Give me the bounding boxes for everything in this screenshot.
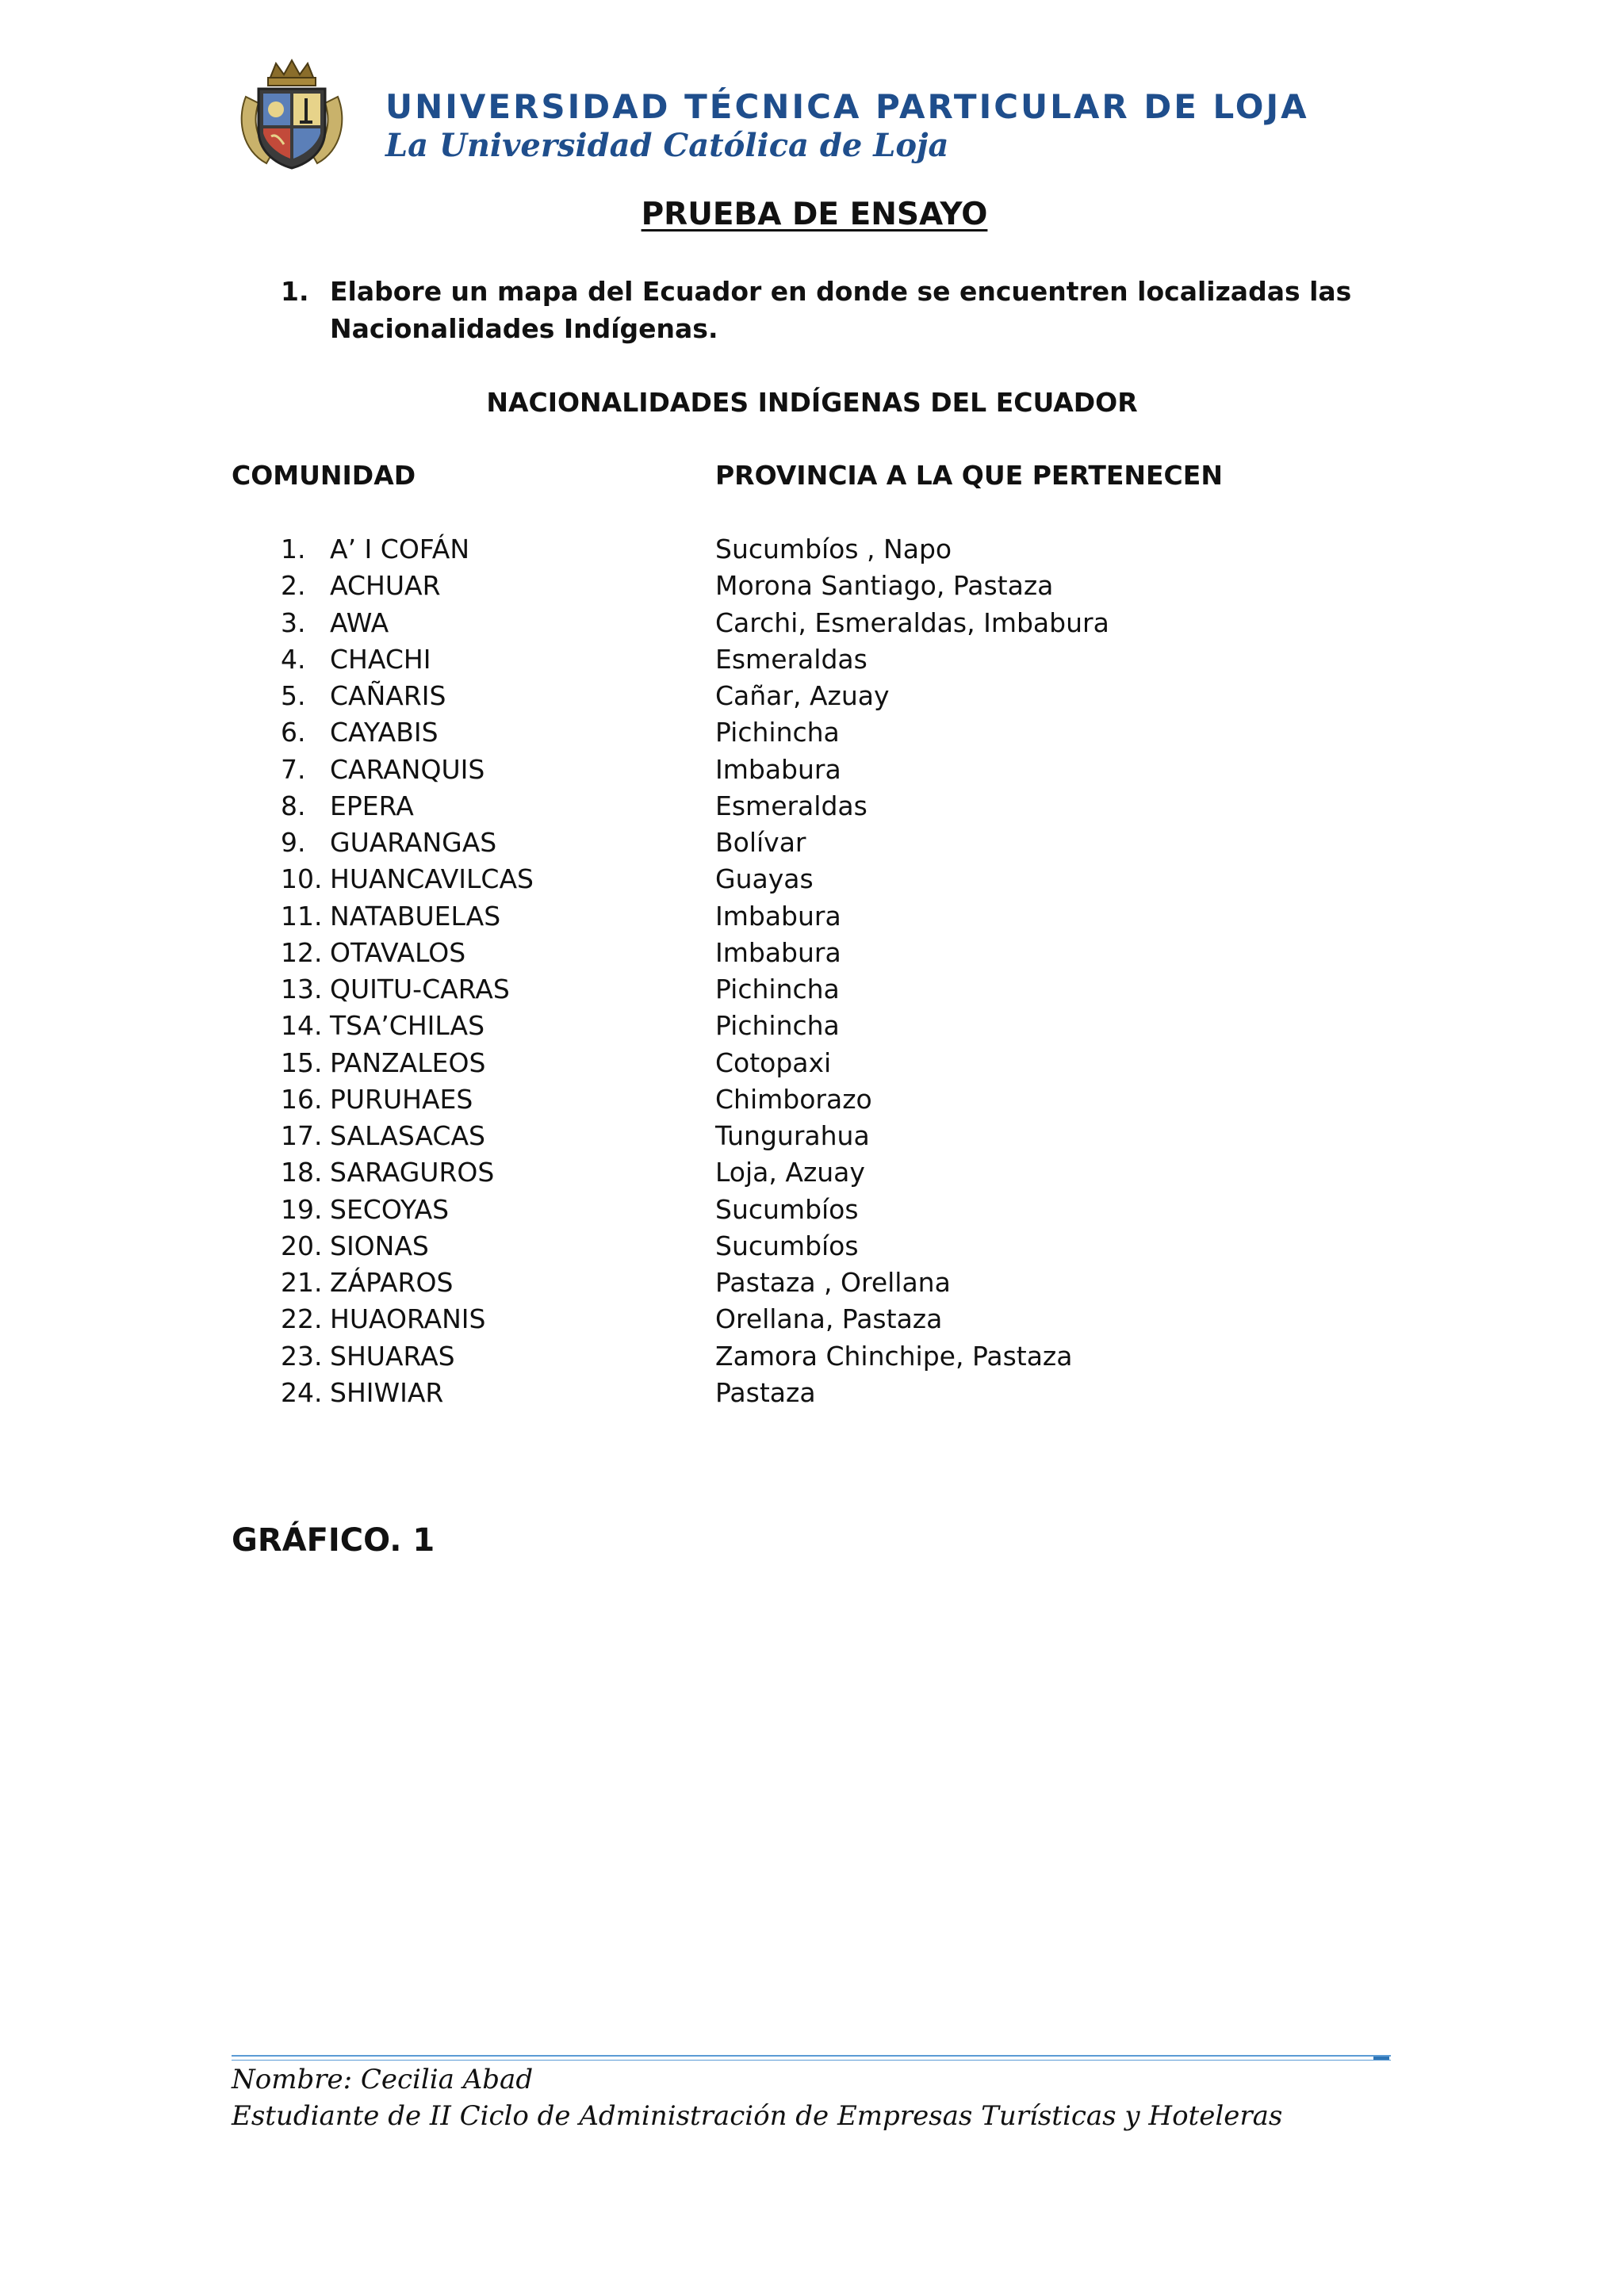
province-name: Morona Santiago, Pastaza bbox=[715, 570, 1054, 602]
item-number: 8. bbox=[281, 790, 306, 821]
item-number: 9. bbox=[281, 827, 306, 858]
item-number: 13. bbox=[281, 974, 323, 1004]
province-name: Loja, Azuay bbox=[715, 1157, 865, 1188]
province-name: Zamora Chinchipe, Pastaza bbox=[715, 1340, 1073, 1372]
community-name: AWA bbox=[330, 607, 389, 638]
list-item bbox=[0, 1118, 1624, 1154]
province-name: Sucumbíos , Napo bbox=[715, 534, 952, 564]
province-name: Sucumbíos bbox=[715, 1193, 859, 1225]
item-number: 2. bbox=[281, 570, 306, 602]
province-name: Cotopaxi bbox=[715, 1047, 832, 1078]
province-name: Pichincha bbox=[715, 717, 840, 748]
list-item bbox=[0, 1301, 1624, 1337]
list-item bbox=[0, 1045, 1624, 1081]
province-name: Imbabura bbox=[715, 900, 841, 932]
province-name: Carchi, Esmeraldas, Imbabura bbox=[715, 607, 1109, 638]
list-item bbox=[0, 1228, 1624, 1265]
province-name: Imbabura bbox=[715, 936, 841, 968]
document-title: PRUEBA DE ENSAYO bbox=[641, 197, 988, 232]
list-item bbox=[0, 1265, 1624, 1301]
province-name: Sucumbíos bbox=[715, 1230, 859, 1261]
community-name: OTAVALOS bbox=[330, 936, 466, 968]
list-item bbox=[0, 971, 1624, 1008]
list-item bbox=[0, 898, 1624, 935]
province-name: Esmeraldas bbox=[715, 790, 868, 821]
province-name: Pichincha bbox=[715, 1010, 840, 1042]
item-number: 24. bbox=[281, 1376, 323, 1408]
province-name: Pastaza , Orellana bbox=[715, 1267, 951, 1298]
item-number: 18. bbox=[281, 1157, 323, 1188]
item-number: 11. bbox=[281, 900, 323, 932]
item-number: 14. bbox=[281, 1010, 323, 1042]
list-item bbox=[0, 825, 1624, 861]
question-1 bbox=[281, 273, 1407, 347]
list-item bbox=[0, 788, 1624, 825]
community-name: SARAGUROS bbox=[330, 1157, 495, 1188]
community-name: CAYABIS bbox=[330, 717, 439, 748]
list-item bbox=[0, 1375, 1624, 1411]
community-name: CHACHI bbox=[330, 643, 431, 675]
item-number: 7. bbox=[281, 753, 306, 785]
community-name: ACHUAR bbox=[330, 570, 441, 602]
page-footer bbox=[232, 2061, 1282, 2134]
list-item bbox=[0, 1338, 1624, 1375]
list-item bbox=[0, 1192, 1624, 1228]
community-name: QUITU-CARAS bbox=[330, 974, 510, 1004]
community-name: SALASACAS bbox=[330, 1120, 485, 1151]
item-number: 17. bbox=[281, 1120, 323, 1151]
community-name: HUANCAVILCAS bbox=[330, 863, 534, 895]
item-number: 22. bbox=[281, 1303, 323, 1335]
community-name: SECOYAS bbox=[330, 1193, 450, 1225]
list-item bbox=[0, 605, 1624, 641]
list-item bbox=[0, 752, 1624, 788]
item-number: 21. bbox=[281, 1267, 323, 1298]
list-item bbox=[0, 568, 1624, 604]
community-name: PANZALEOS bbox=[330, 1047, 486, 1078]
figure-label: GRÁFICO. 1 bbox=[232, 1522, 435, 1559]
community-name: GUARANGAS bbox=[330, 827, 497, 858]
list-item bbox=[0, 1081, 1624, 1118]
item-number: 6. bbox=[281, 717, 306, 748]
university-name: UNIVERSIDAD TÉCNICA PARTICULAR DE LOJA bbox=[385, 87, 1309, 126]
community-name: CARANQUIS bbox=[330, 753, 485, 785]
province-name: Imbabura bbox=[715, 753, 841, 785]
item-number: 16. bbox=[281, 1083, 323, 1115]
table-title: NACIONALIDADES INDÍGENAS DEL ECUADOR bbox=[486, 387, 1138, 418]
list-item bbox=[0, 531, 1624, 568]
column-header-province: PROVINCIA A LA QUE PERTENECEN bbox=[715, 460, 1223, 491]
province-name: Esmeraldas bbox=[715, 643, 868, 675]
item-number: 5. bbox=[281, 680, 306, 711]
list-item bbox=[0, 1008, 1624, 1044]
community-name: CAÑARIS bbox=[330, 680, 446, 711]
question-number: 1. bbox=[281, 276, 309, 307]
province-name: Bolívar bbox=[715, 827, 806, 858]
question-text: Elabore un mapa del Ecuador en donde se encuentren localizadas las Nacionalidades Indígenas. bbox=[330, 276, 1352, 344]
list-item bbox=[0, 1154, 1624, 1191]
community-name: PURUHAES bbox=[330, 1083, 473, 1115]
item-number: 23. bbox=[281, 1340, 323, 1372]
item-number: 4. bbox=[281, 643, 306, 675]
community-name: SHUARAS bbox=[330, 1340, 455, 1372]
item-number: 20. bbox=[281, 1230, 323, 1261]
university-tagline: La Universidad Católica de Loja bbox=[385, 127, 949, 164]
community-name: NATABUELAS bbox=[330, 900, 501, 932]
item-number: 19. bbox=[281, 1193, 323, 1225]
item-number: 15. bbox=[281, 1047, 323, 1078]
community-name: ZÁPAROS bbox=[330, 1267, 454, 1298]
item-number: 1. bbox=[281, 534, 306, 564]
province-name: Pastaza bbox=[715, 1376, 816, 1408]
province-name: Guayas bbox=[715, 863, 814, 895]
community-name: A’ I COFÁN bbox=[330, 534, 470, 564]
community-name: EPERA bbox=[330, 790, 414, 821]
list-item bbox=[0, 641, 1624, 678]
item-number: 12. bbox=[281, 936, 323, 968]
province-name: Tungurahua bbox=[715, 1120, 870, 1151]
footer-divider bbox=[232, 2055, 1391, 2061]
list-item bbox=[0, 714, 1624, 751]
list-item bbox=[0, 861, 1624, 897]
column-header-community: COMUNIDAD bbox=[232, 460, 416, 491]
province-name: Orellana, Pastaza bbox=[715, 1303, 943, 1335]
community-name: SHIWIAR bbox=[330, 1376, 444, 1408]
nationalities-list bbox=[0, 531, 1624, 1411]
item-number: 3. bbox=[281, 607, 306, 638]
province-name: Cañar, Azuay bbox=[715, 680, 890, 711]
list-item bbox=[0, 678, 1624, 714]
list-item bbox=[0, 935, 1624, 971]
item-number: 10. bbox=[281, 863, 323, 895]
community-name: HUAORANIS bbox=[330, 1303, 486, 1335]
university-header bbox=[235, 57, 1535, 176]
province-name: Pichincha bbox=[715, 974, 840, 1004]
university-crest-logo bbox=[235, 57, 349, 173]
community-name: SIONAS bbox=[330, 1230, 429, 1261]
footer-student-info: Estudiante de II Ciclo de Administración de Empresas Turísticas y Hoteleras bbox=[232, 2100, 1283, 2132]
footer-author-name: Nombre: Cecilia Abad bbox=[232, 2064, 534, 2095]
province-name: Chimborazo bbox=[715, 1083, 872, 1115]
footer-divider-accent bbox=[1373, 2057, 1389, 2060]
community-name: TSA’CHILAS bbox=[330, 1010, 485, 1042]
